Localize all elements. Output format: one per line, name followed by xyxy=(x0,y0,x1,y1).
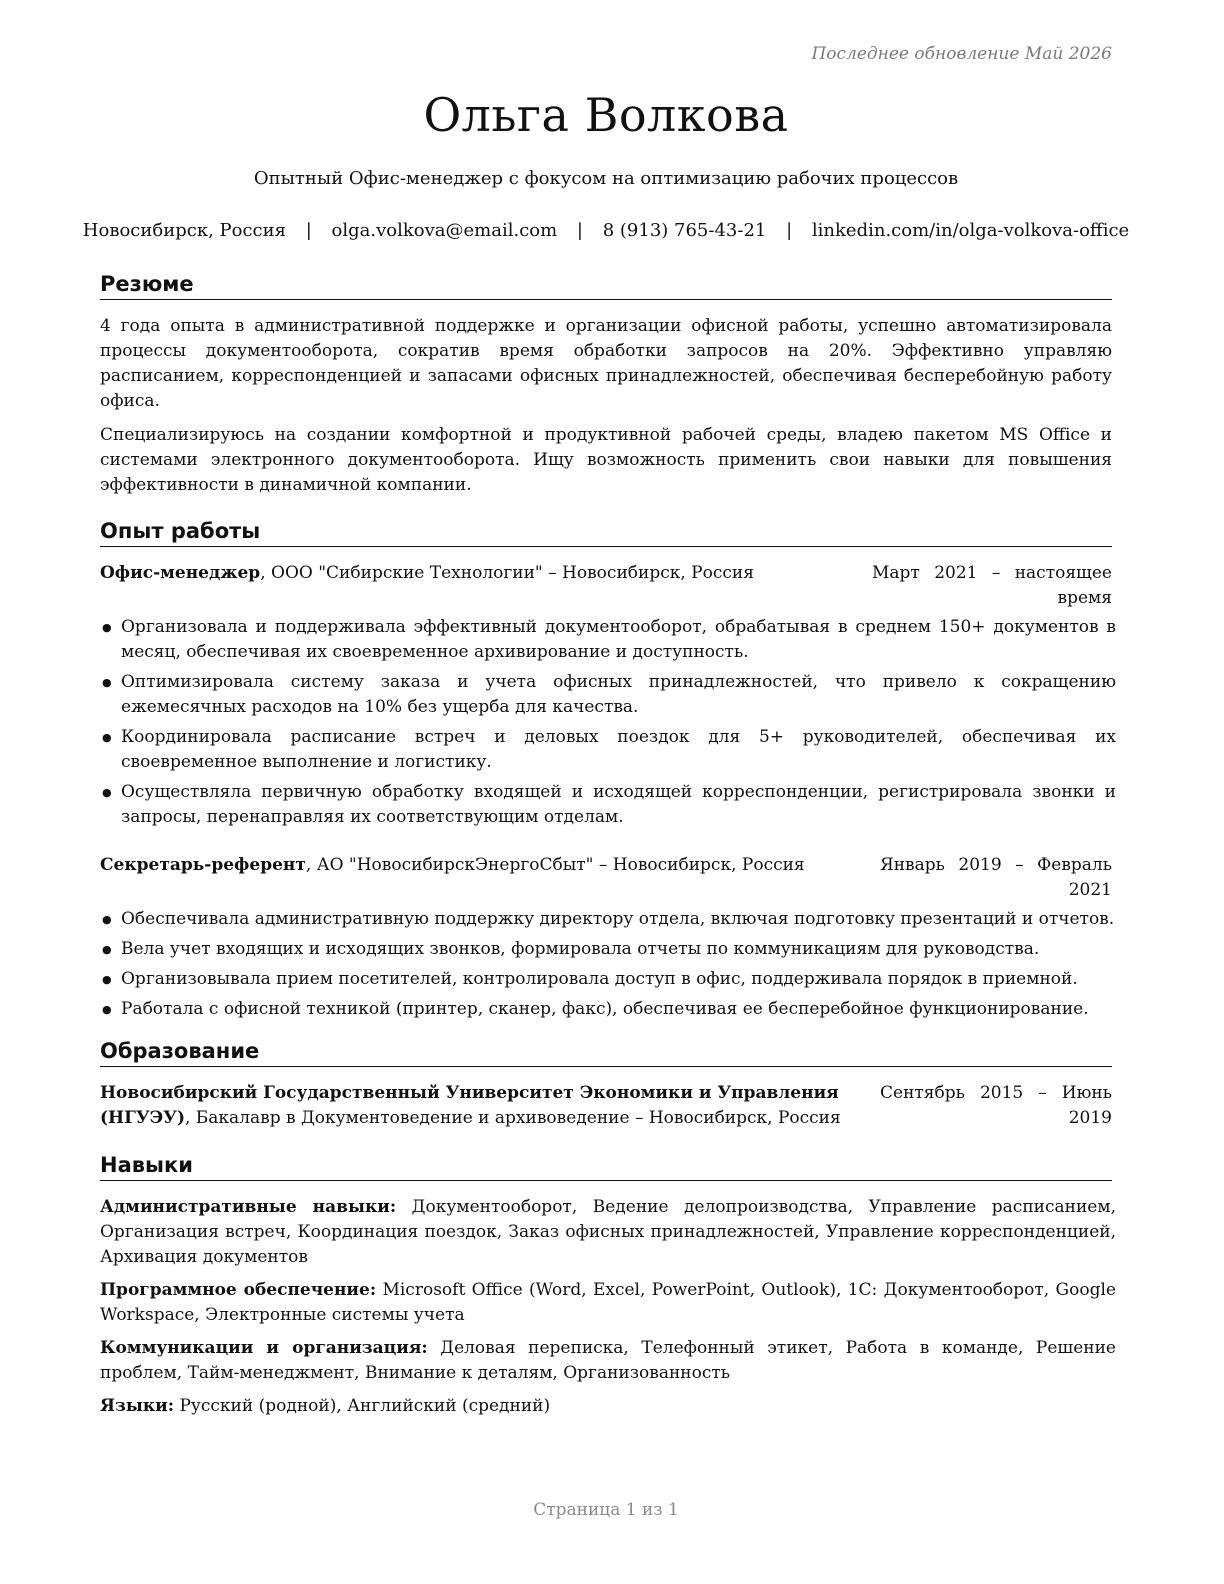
candidate-tagline: Опытный Офис-менеджер с фокусом на оптимизацию рабочих процессов xyxy=(253,168,959,189)
skill-group-text: Документооборот, Ведение делопроизводства, Управление расписанием, Организация встреч, Координация поездок, Заказ офисных принадлежностей, Управление корреспонденцией, Архивация документов xyxy=(100,1197,1116,1267)
section-title-summary: Резюме xyxy=(100,270,1112,300)
list-item: ● Организовала и поддерживала эффективный документооборот, обрабатывая в среднем 150+ документов в месяц, обеспечивая их своевременное архивирование и доступность. xyxy=(100,615,1116,665)
contact-linkedin[interactable]: linkedin.com/in/olga-volkova-office xyxy=(811,220,1130,241)
list-item: ● Обеспечивала административную поддержку директору отдела, включая подготовку презентаций и отчетов. xyxy=(100,907,1116,932)
summary-paragraph: 4 года опыта в административной поддержке и организации офисной работы, успешно автоматизировала процессы документооборота, сократив время обработки запросов на 20%. Эффективно управляю расписанием, корреспонденцией и запасами офисных принадлежностей, обеспечивая бесперебойную работу офиса. xyxy=(100,316,1112,411)
contact-separator: | xyxy=(305,220,312,241)
list-item: ● Работала с офисной техникой (принтер, сканер, факс), обеспечивая ее бесперебойное функционирование. xyxy=(100,997,1116,1022)
contact-separator: | xyxy=(576,220,583,241)
skill-group xyxy=(100,1336,1116,1386)
list-item: ● Вела учет входящих и исходящих звонков, формировала отчеты по коммуникациям для руководства. xyxy=(100,937,1116,962)
job-position: Секретарь-референт xyxy=(100,855,306,875)
skill-group-text: Русский (родной), Английский (средний) xyxy=(174,1396,551,1416)
job-header xyxy=(100,853,1112,903)
list-item: ● Координировала расписание встреч и деловых поездок для 5+ руководителей, обеспечивая их своевременное выполнение и логистику. xyxy=(100,725,1116,775)
education-dates: Сентябрь 2015 – Июнь 2019 xyxy=(880,1083,1112,1128)
job-company: , ООО "Сибирские Технологии" – Новосибирск, Россия xyxy=(260,563,754,583)
resume-page xyxy=(82,0,1130,1584)
education-institution: Новосибирский Государственный Университет Экономики и Управления (НГУЭУ) xyxy=(100,1083,839,1128)
section-title-education: Образование xyxy=(100,1037,1112,1067)
job-dates: Март 2021 – настоящее время xyxy=(872,563,1112,608)
job-company: , АО "НовосибирскЭнергоСбыт" – Новосибирск, Россия xyxy=(305,855,805,875)
job-bullet-list xyxy=(100,907,1115,1022)
job-position: Офис-менеджер xyxy=(100,563,261,583)
job-bullet-list xyxy=(100,615,1116,830)
contact-email[interactable]: olga.volkova@email.com xyxy=(331,220,558,241)
list-item: ● Осуществляла первичную обработку входящей и исходящей корреспонденции, регистрировала звонки и запросы, перенаправляя их соответствующим отделам. xyxy=(100,780,1116,830)
education-entry xyxy=(100,1081,1112,1131)
skill-group-label: Программное обеспечение: xyxy=(100,1280,377,1300)
skill-group-label: Административные навыки: xyxy=(100,1197,397,1217)
skill-group xyxy=(100,1195,1116,1270)
contact-line xyxy=(80,220,1132,241)
skill-group xyxy=(100,1278,1116,1328)
job-dates: Январь 2019 – Февраль 2021 xyxy=(880,855,1112,900)
section-title-experience: Опыт работы xyxy=(100,517,1112,547)
page-number: Страница 1 из 1 xyxy=(533,1500,679,1520)
last-updated-note: Последнее обновление Май 2026 xyxy=(811,44,1112,64)
job-header xyxy=(100,561,1112,611)
candidate-name: Ольга Волкова xyxy=(423,88,789,142)
summary-paragraph: Специализируюсь на создании комфортной и продуктивной рабочей среды, владею пакетом MS Office и системами электронного документооборота. Ищу возможность применить свои навыки для повышения эффективности в динамичной компании. xyxy=(100,425,1112,495)
contact-location: Новосибирск, Россия xyxy=(82,220,286,241)
resume-content xyxy=(100,270,1116,1427)
skill-group-label: Коммуникации и организация: xyxy=(100,1338,428,1358)
education-details: , Бакалавр в Документоведение и архивоведение – Новосибирск, Россия xyxy=(185,1108,841,1128)
list-item: ● Оптимизировала систему заказа и учета офисных принадлежностей, что привело к сокращению ежемесячных расходов на 10% без ущерба для качества. xyxy=(100,670,1116,720)
contact-phone[interactable]: 8 (913) 765-43-21 xyxy=(602,220,767,241)
skill-group-text: Microsoft Office (Word, Excel, PowerPoint, Outlook), 1С: Документооборот, Google Workspace, Электронные системы учета xyxy=(100,1280,1116,1325)
skill-group-label: Языки: xyxy=(100,1396,175,1416)
section-title-skills: Навыки xyxy=(100,1151,1112,1181)
skill-group xyxy=(100,1394,1116,1419)
list-item: ● Организовывала прием посетителей, контролировала доступ в офис, поддерживала порядок в приемной. xyxy=(100,967,1116,992)
skill-group-text: Деловая переписка, Телефонный этикет, Работа в команде, Решение проблем, Тайм-менеджмент, Внимание к деталям, Организованность xyxy=(100,1338,1116,1383)
contact-separator: | xyxy=(786,220,793,241)
